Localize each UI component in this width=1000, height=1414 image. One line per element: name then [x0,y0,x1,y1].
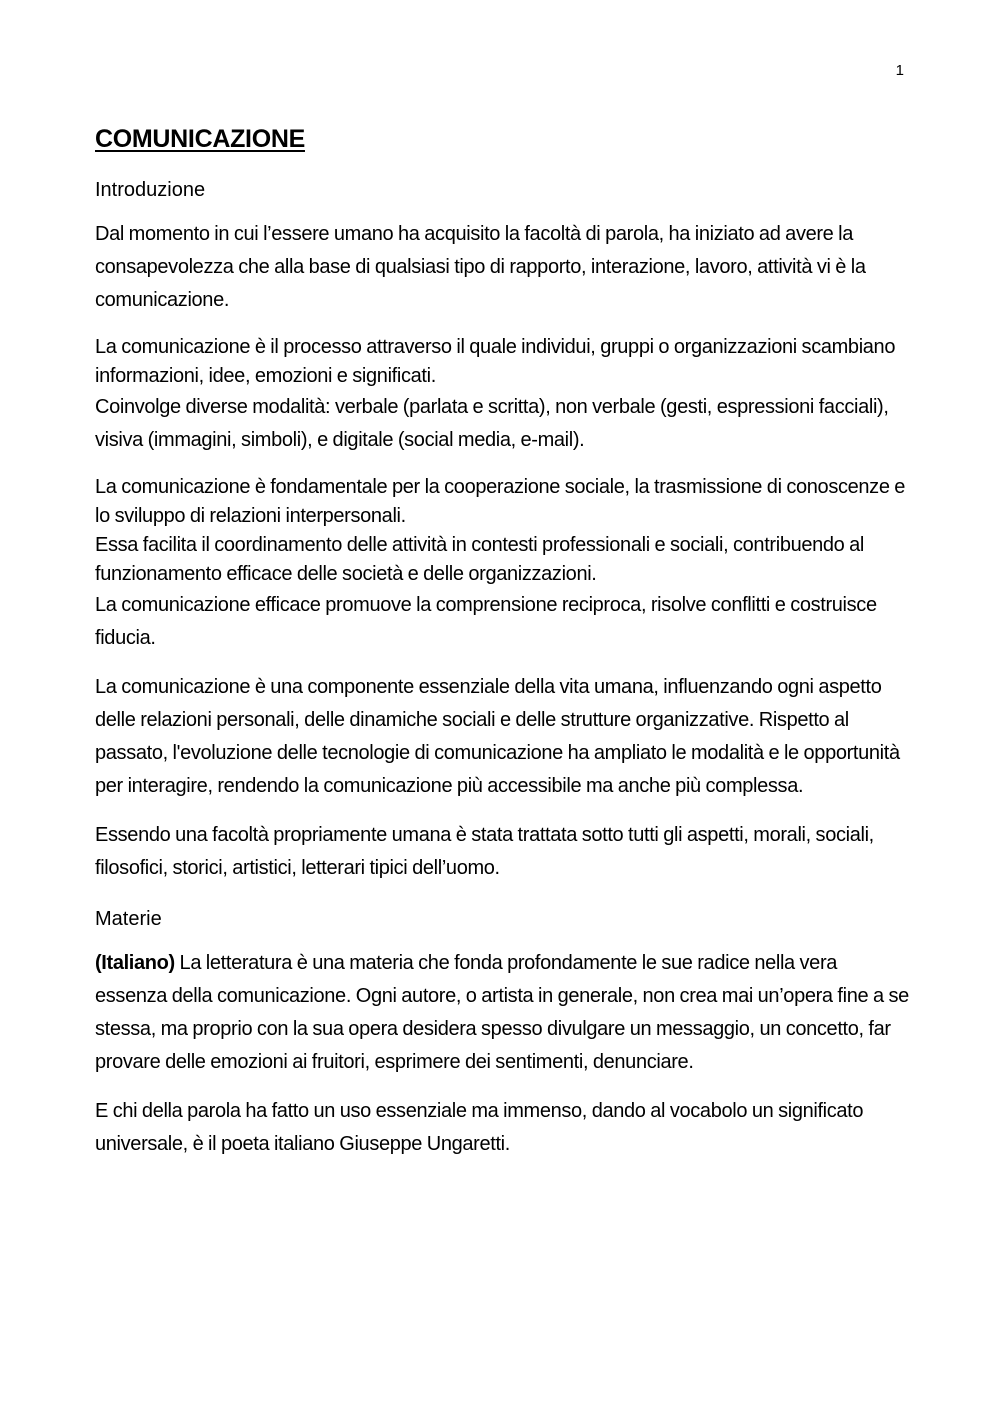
document-title: COMUNICAZIONE [95,125,305,153]
subject-label: (Italiano) [95,952,175,974]
paragraph-line: La comunicazione è fondamentale per la cooperazione sociale, la trasmissione di conoscenze e lo sviluppo di relazioni interpersonali. [95,476,906,527]
paragraph-intro-4 [95,671,910,803]
page-number: 1 [895,62,904,79]
paragraph-intro-2 [95,333,910,457]
paragraph-text: E chi della parola ha fatto un uso essenziale ma immenso, dando al vocabolo un significato universale, è il poeta italiano Giuseppe Ungaretti. [95,1100,864,1155]
paragraph-text: Dal momento in cui l’essere umano ha acquisito la facoltà di parola, ha iniziato ad avere la consapevolezza che alla base di qualsiasi tipo di rapporto, interazione, lavoro, attività vi è la comunicazione. [95,223,866,311]
paragraph-line: La comunicazione efficace promuove la comprensione reciproca, risolve conflitti e costruisce fiducia. [95,594,877,649]
paragraph-text: La comunicazione è una componente essenziale della vita umana, influenzando ogni aspetto delle relazioni personali, delle dinamiche sociali e delle strutture organizzative. Rispetto al passato, l'evoluzione delle tecnologie di comunicazione ha ampliato le modalità e le opportunità per interagire, rendendo la comunicazione più accessibile ma anche più complessa. [95,676,900,797]
section-heading-introduzione: Introduzione [95,179,206,201]
paragraph-closing [95,1095,910,1161]
document-body [95,122,910,1161]
paragraph-text: Essendo una facoltà propriamente umana è stata trattata sotto tutti gli aspetti, morali, sociali, filosofici, storici, artistici, letterari tipici dell’uomo. [95,824,874,879]
paragraph-intro-1 [95,218,910,317]
paragraph-intro-5 [95,819,910,885]
paragraph-italiano [95,947,910,1079]
paragraph-text: La letteratura è una materia che fonda profondamente le sue radice nella vera essenza della comunicazione. Ogni autore, o artista in generale, non crea mai un’opera fine a se stessa, ma proprio con la sua opera desidera spesso divulgare un messaggio, un concetto, far provare delle emozioni ai fruitori, esprimere dei sentimenti, denunciare. [95,952,909,1073]
section-heading-materie: Materie [95,908,162,930]
paragraph-line: Coinvolge diverse modalità: verbale (parlata e scritta), non verbale (gesti, espressioni facciali), visiva (immagini, simboli), e digitale (social media, e-mail). [95,396,889,451]
paragraph-intro-3 [95,473,910,655]
paragraph-line: La comunicazione è il processo attraverso il quale individui, gruppi o organizzazioni scambiano informazioni, idee, emozioni e significati. [95,336,896,387]
paragraph-line: Essa facilita il coordinamento delle attività in contesti professionali e sociali, contribuendo al funzionamento efficace delle società e delle organizzazioni. [95,534,865,585]
